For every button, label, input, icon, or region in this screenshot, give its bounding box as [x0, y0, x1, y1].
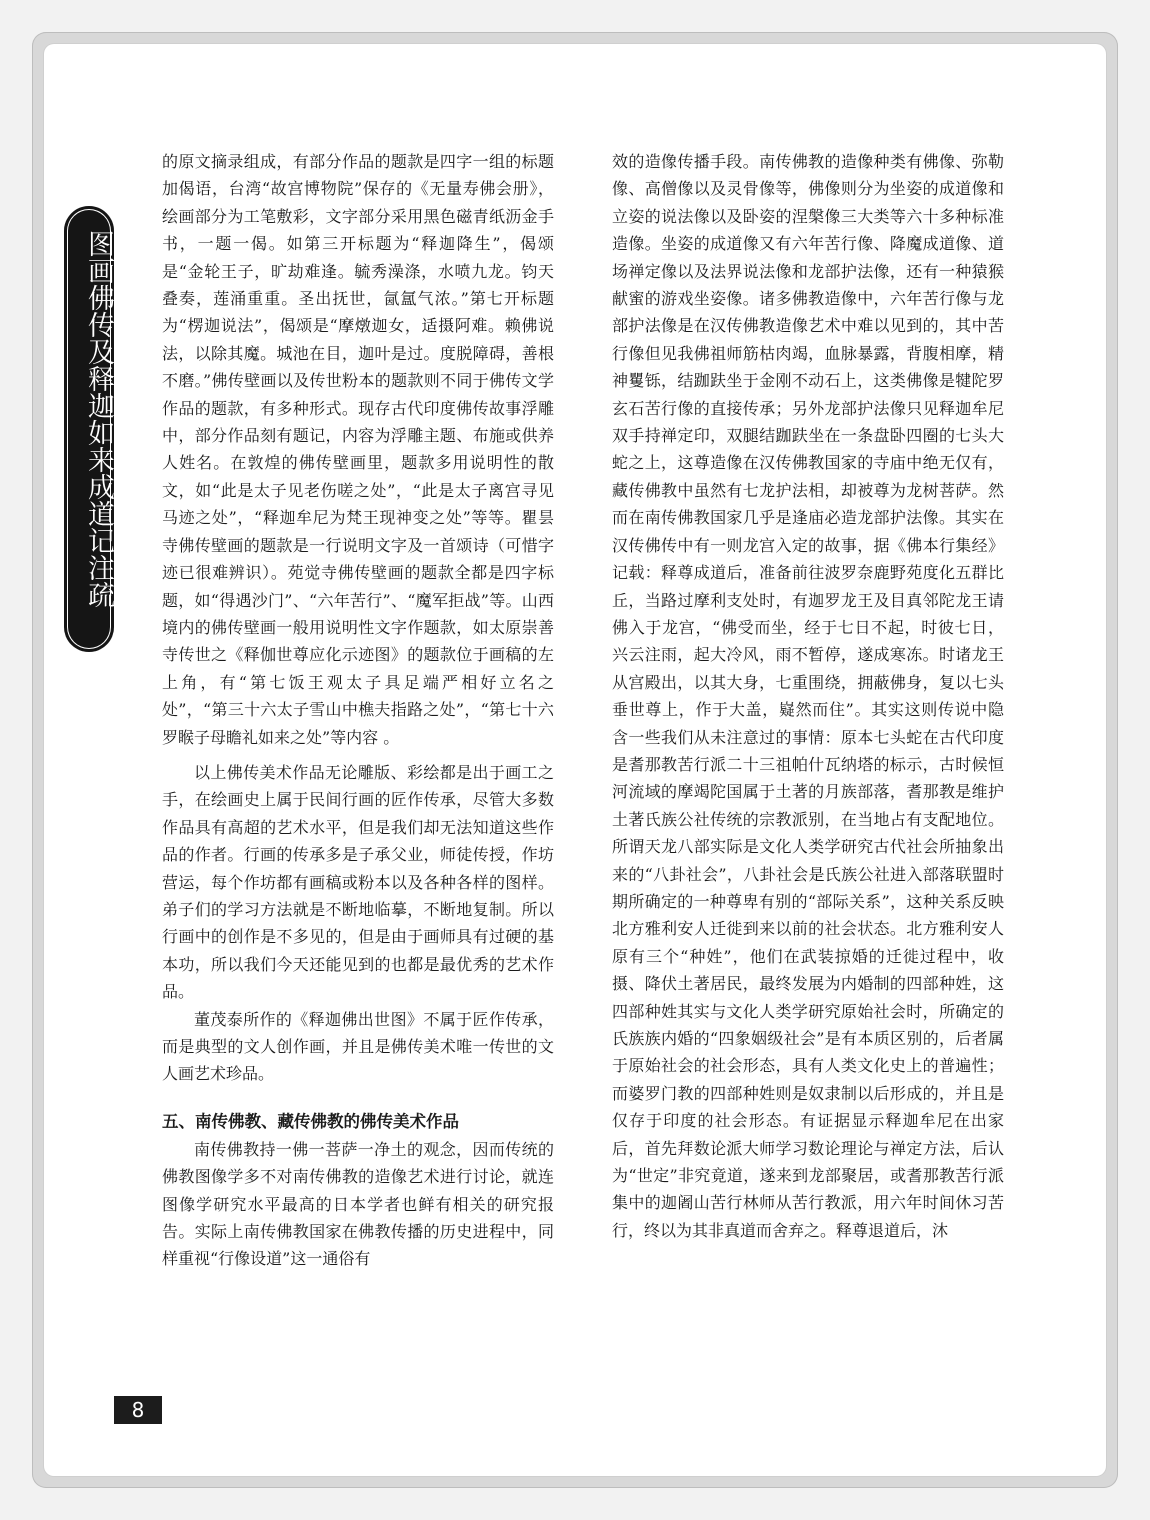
- right-paragraph-1: 效的造像传播手段。南传佛教的造像种类有佛像、弥勒像、高僧像以及灵骨像等，佛像则分为坐姿的成道像和立姿的说法像以及卧姿的涅槃像三大类等六十多种标准造像。坐姿的成道像又有六年苦行像、降魔成道像、道场禅定像以及法界说法像和龙部护法像，还有一种猿猴献蜜的游戏坐姿像。诸多佛教造像中，六年苦行像与龙部护法像是在汉传佛教造像艺术中难以见到的，其中苦行像但见我佛祖师筋枯肉竭，血脉暴露，背腹相摩，精神矍铄，结跏趺坐于金刚不动石上，这类佛像是犍陀罗玄石苦行像的直接传承；另外龙部护法像只见释迦牟尼双手持禅定印，双腿结跏趺坐在一条盘卧四圈的七头大蛇之上，这尊造像在汉传佛教国家的寺庙中绝无仅有，藏传佛教中虽然有七龙护法相，却被尊为龙树菩萨。然而在南传佛教国家几乎是逢庙必造龙部护法像。其实在汉传佛传中有一则龙宫入定的故事，据《佛本行集经》记载：释尊成道后，准备前往波罗奈鹿野苑度化五群比丘，当路过摩利支处时，有迦罗龙王及目真邻陀龙王请佛入于龙宫，“佛受而坐，经于七日不起，时彼七日，兴云注雨，起大冷风，雨不暂停，遂成寒冻。时诸龙王从宫殿出，以其大身，七重围绕，拥蔽佛身，复以七头垂世尊上，作于大盖，嶷然而住”。其实这则传说中隐含一些我们从未注意过的事情：原本七头蛇在古代印度是耆那教苦行派二十三祖帕什瓦纳塔的标示，古时候恒河流域的摩竭陀国属于土著的月族部落，耆那教是维护土著氏族公社传统的宗教派别，在当地占有支配地位。所谓天龙八部实际是文化人类学研究古代社会所抽象出来的“八卦社会”，八卦社会是氏族公社进入部落联盟时期所确定的一种尊卑有别的“部际关系”，这种关系反映北方雅利安人迁徙到来以前的社会状态。北方雅利安人原有三个“种姓”，他们在武装掠婚的迁徙过程中，收摄、降伏土著居民，最终发展为内婚制的四部种姓，这四部种姓其实与文化人类学研究原始社会时，所确定的氏族族内婚的“四象姻级社会”是有本质区别的，后者属于原始社会的社会形态，具有人类文化史上的普遍性；而婆罗门教的四部种姓则是奴隶制以后形成的，并且是仅存于印度的社会形态。有证据显示释迦牟尼在出家后，首先拜数论派大师学习数论理论与禅定方法，后认为“世定”非究竟道，遂来到龙部聚居，或耆那教苦行派集中的迦阇山苦行林师从苦行教派，用六年时间休习苦行，终以为其非真道而舍弃之。释尊退道后，沐: [612, 152, 1004, 1240]
- left-paragraph-2: 以上佛传美术作品无论雕版、彩绘都是出于画工之手，在绘画史上属于民间行画的匠作传承，尽管大多数作品具有高超的艺术水平，但是我们却无法知道这些作品的作者。行画的传承多是子承父业，师徒传授，作坊营运，每个作坊都有画稿或粉本以及各种各样的图样。弟子们的学习方法就是不断地临摹，不断地复制。所以行画中的创作是不多见的，但是由于画师具有过硬的基本功，所以我们今天还能见到的也都是最优秀的艺术作品。: [162, 762, 554, 1002]
- side-title-tab: [64, 206, 114, 652]
- left-paragraph-1: 的原文摘录组成，有部分作品的题款是四字一组的标题加偈语，台湾“故宫博物院”保存的《无量寿佛会册》，绘画部分为工笔敷彩，文字部分采用黑色磁青纸沥金手书，一题一偈。如第三开标题为“释迦降生”，偈颂是“金轮王子，旷劫难逢。毓秀澡涤，水喷九龙。钧天叠奏，莲涌重重。圣出抚世，氤氲气浓。”第七开标题为“楞迦说法”，偈颂是“摩燉迦女，适摄阿难。赖佛说法，以除其魔。城池在目，迦叶是过。度脱障碍，善根不磨。”佛传壁画以及传世粉本的题款则不同于佛传文学作品的题款，有多种形式。现存古代印度佛传故事浮雕中，部分作品刻有题记，内容为浮雕主题、布施或供养人姓名。在敦煌的佛传壁画里，题款多用说明性的散文，如“此是太子见老伤嗟之处”，“此是太子离宫寻见马迹之处”，“释迦牟尼为梵王现神变之处”等等。瞿昙寺佛传壁画的题款是一行说明文字及一首颂诗（可惜字迹已很难辨识）。苑觉寺佛传壁画的题款全都是四字标题，如“得遇沙门”、“六年苦行”、“魔军拒战”等。山西境内的佛传壁画一般用说明性文字作题款，如太原崇善寺传世之《释伽世尊应化示迹图》的题款位于画稿的左上角，有“第七饭王观太子具足端严相好立名之处”，“第三十六太子雪山中樵夫指路之处”，“第七十六罗睺子母瞻礼如来之处”等内容 。: [162, 152, 554, 747]
- right-column: [612, 148, 1004, 1244]
- section-heading: 五、南传佛教、藏传佛教的佛传美术作品: [162, 1111, 459, 1131]
- page-number: 8: [114, 1396, 162, 1424]
- left-column: [162, 148, 554, 1273]
- side-title-text: 图画佛传及释迦如来成道记注疏: [83, 230, 114, 608]
- left-paragraph-4: 南传佛教持一佛一菩萨一净土的观念，因而传统的佛教图像学多不对南传佛教的造像艺术进行讨论，就连图像学研究水平最高的日本学者也鲜有相关的研究报告。实际上南传佛教国家在佛教传播的历史进程中，同样重视“行像设道”这一通俗有: [162, 1139, 554, 1269]
- left-paragraph-3: 董茂泰所作的《释迦佛出世图》不属于匠作传承，而是典型的文人创作画，并且是佛传美术唯一传世的文人画艺术珍品。: [162, 1009, 554, 1084]
